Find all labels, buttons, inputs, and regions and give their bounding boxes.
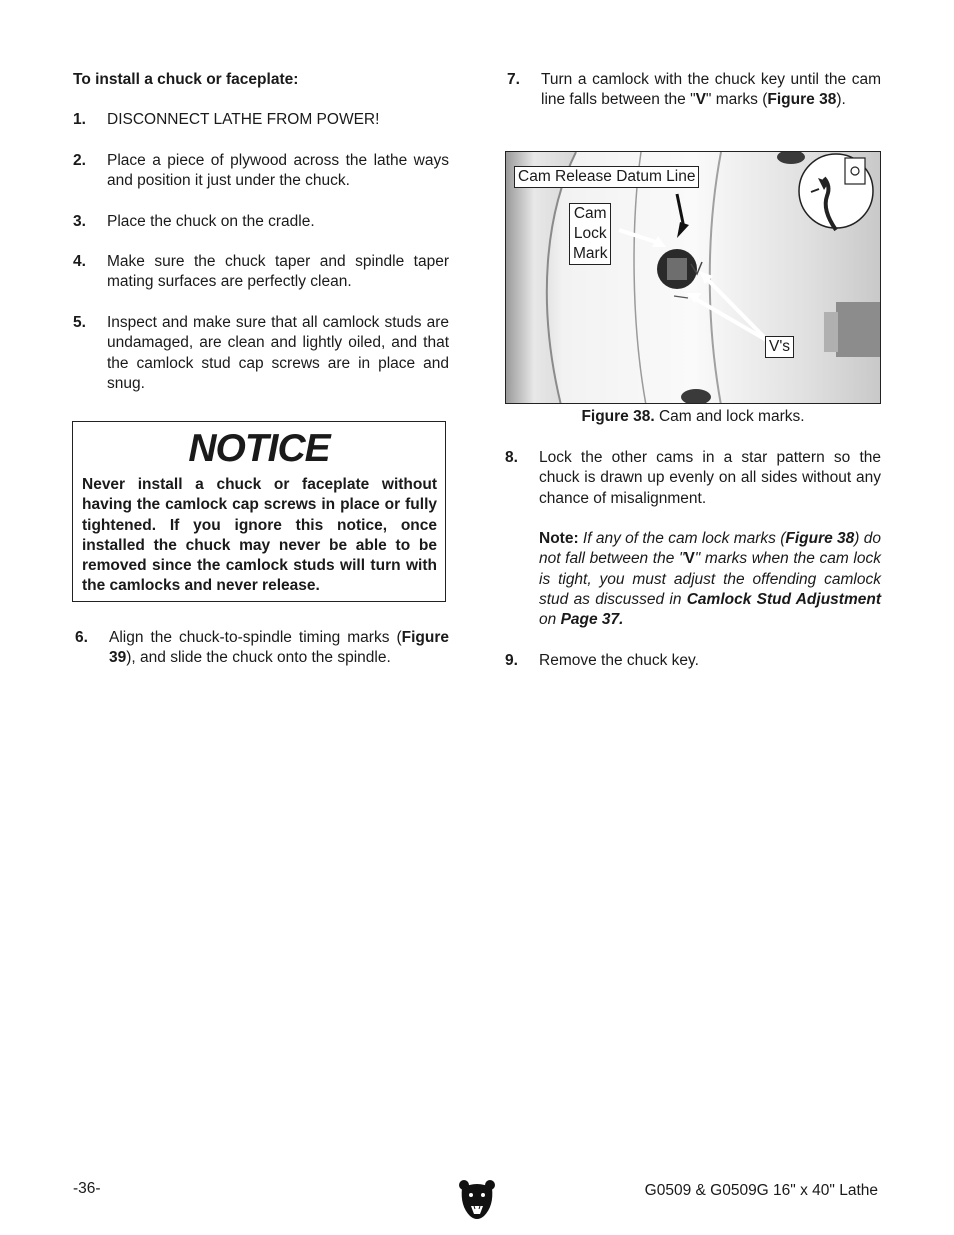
figure-ref: Figure 39 <box>109 629 449 667</box>
step-number: 6. <box>75 629 88 646</box>
step-number: 7. <box>507 71 520 88</box>
figure-ref: Figure 38 <box>767 91 837 109</box>
section-heading: To install a chuck or faceplate: <box>73 71 299 88</box>
step-number: 1. <box>73 111 86 128</box>
notice-body: Never install a chuck or faceplate without having the camlock cap screws in place or fully tightened. If you ignore this notice, once installed the chuck may never be able to be removed since the camlock studs will turn with the camlocks and never release. <box>82 476 437 595</box>
step-number: 9. <box>505 652 518 669</box>
step-8 <box>505 448 881 509</box>
step-text: Make sure the chuck taper and spindle taper mating surfaces are perfectly clean. <box>107 253 449 291</box>
step-4 <box>73 252 449 293</box>
figure-38-photo <box>505 151 881 404</box>
step-text: Place a piece of plywood across the lathe ways and position it just under the chuck. <box>107 152 449 190</box>
step-number: 8. <box>505 449 518 466</box>
step-text: Align the chuck-to-spindle timing marks (Figure 39), and slide the chuck onto the spindle. <box>109 629 449 667</box>
step-number: 2. <box>73 152 86 169</box>
manual-model-title: G0509 & G0509G 16" x 40" Lathe <box>644 1182 878 1199</box>
step-1 <box>73 110 449 130</box>
step-7 <box>507 70 881 111</box>
label-vs: V's <box>765 336 794 358</box>
step-text: Place the chuck on the cradle. <box>107 213 315 230</box>
step-5 <box>73 313 449 394</box>
note-block <box>505 529 881 630</box>
step-text: Turn a camlock with the chuck key until the cam line falls between the "V" marks (Figure 38). <box>541 71 881 109</box>
notice-title: NOTICE <box>188 427 330 470</box>
label-cam-release-datum-line: Cam Release Datum Line <box>514 166 699 188</box>
step-number: 3. <box>73 213 86 230</box>
step-text: Lock the other cams in a star pattern so the chuck is drawn up evenly on all sides without any chance of misalignment. <box>539 449 881 507</box>
note-label: Note: <box>539 530 579 547</box>
figure-caption: Figure 38. Cam and lock marks. <box>581 408 805 425</box>
chuck-photo-illustration <box>506 152 881 404</box>
page-number: -36- <box>73 1180 101 1197</box>
step-text: DISCONNECT LATHE FROM POWER! <box>107 111 380 128</box>
step-3 <box>73 212 449 232</box>
note-text: Note: If any of the cam lock marks (Figure 38) do not fall between the "V" marks when the cam lock is tight, you must adjust the offending camlock stud as discussed in Camlock Stud Adjustment on Page 37. <box>539 530 881 629</box>
step-2 <box>73 151 449 192</box>
notice-box <box>72 421 446 602</box>
grizzly-bear-logo-icon <box>458 1178 496 1222</box>
step-6 <box>75 628 449 669</box>
step-number: 4. <box>73 253 86 270</box>
step-number: 5. <box>73 314 86 331</box>
label-cam-lock-mark: Cam Lock Mark <box>569 203 611 265</box>
step-text: Remove the chuck key. <box>539 652 699 669</box>
step-text: Inspect and make sure that all camlock studs are undamaged, are clean and lightly oiled, and that the camlock stud cap screws are in place and snug. <box>107 314 449 392</box>
step-9 <box>505 651 881 671</box>
